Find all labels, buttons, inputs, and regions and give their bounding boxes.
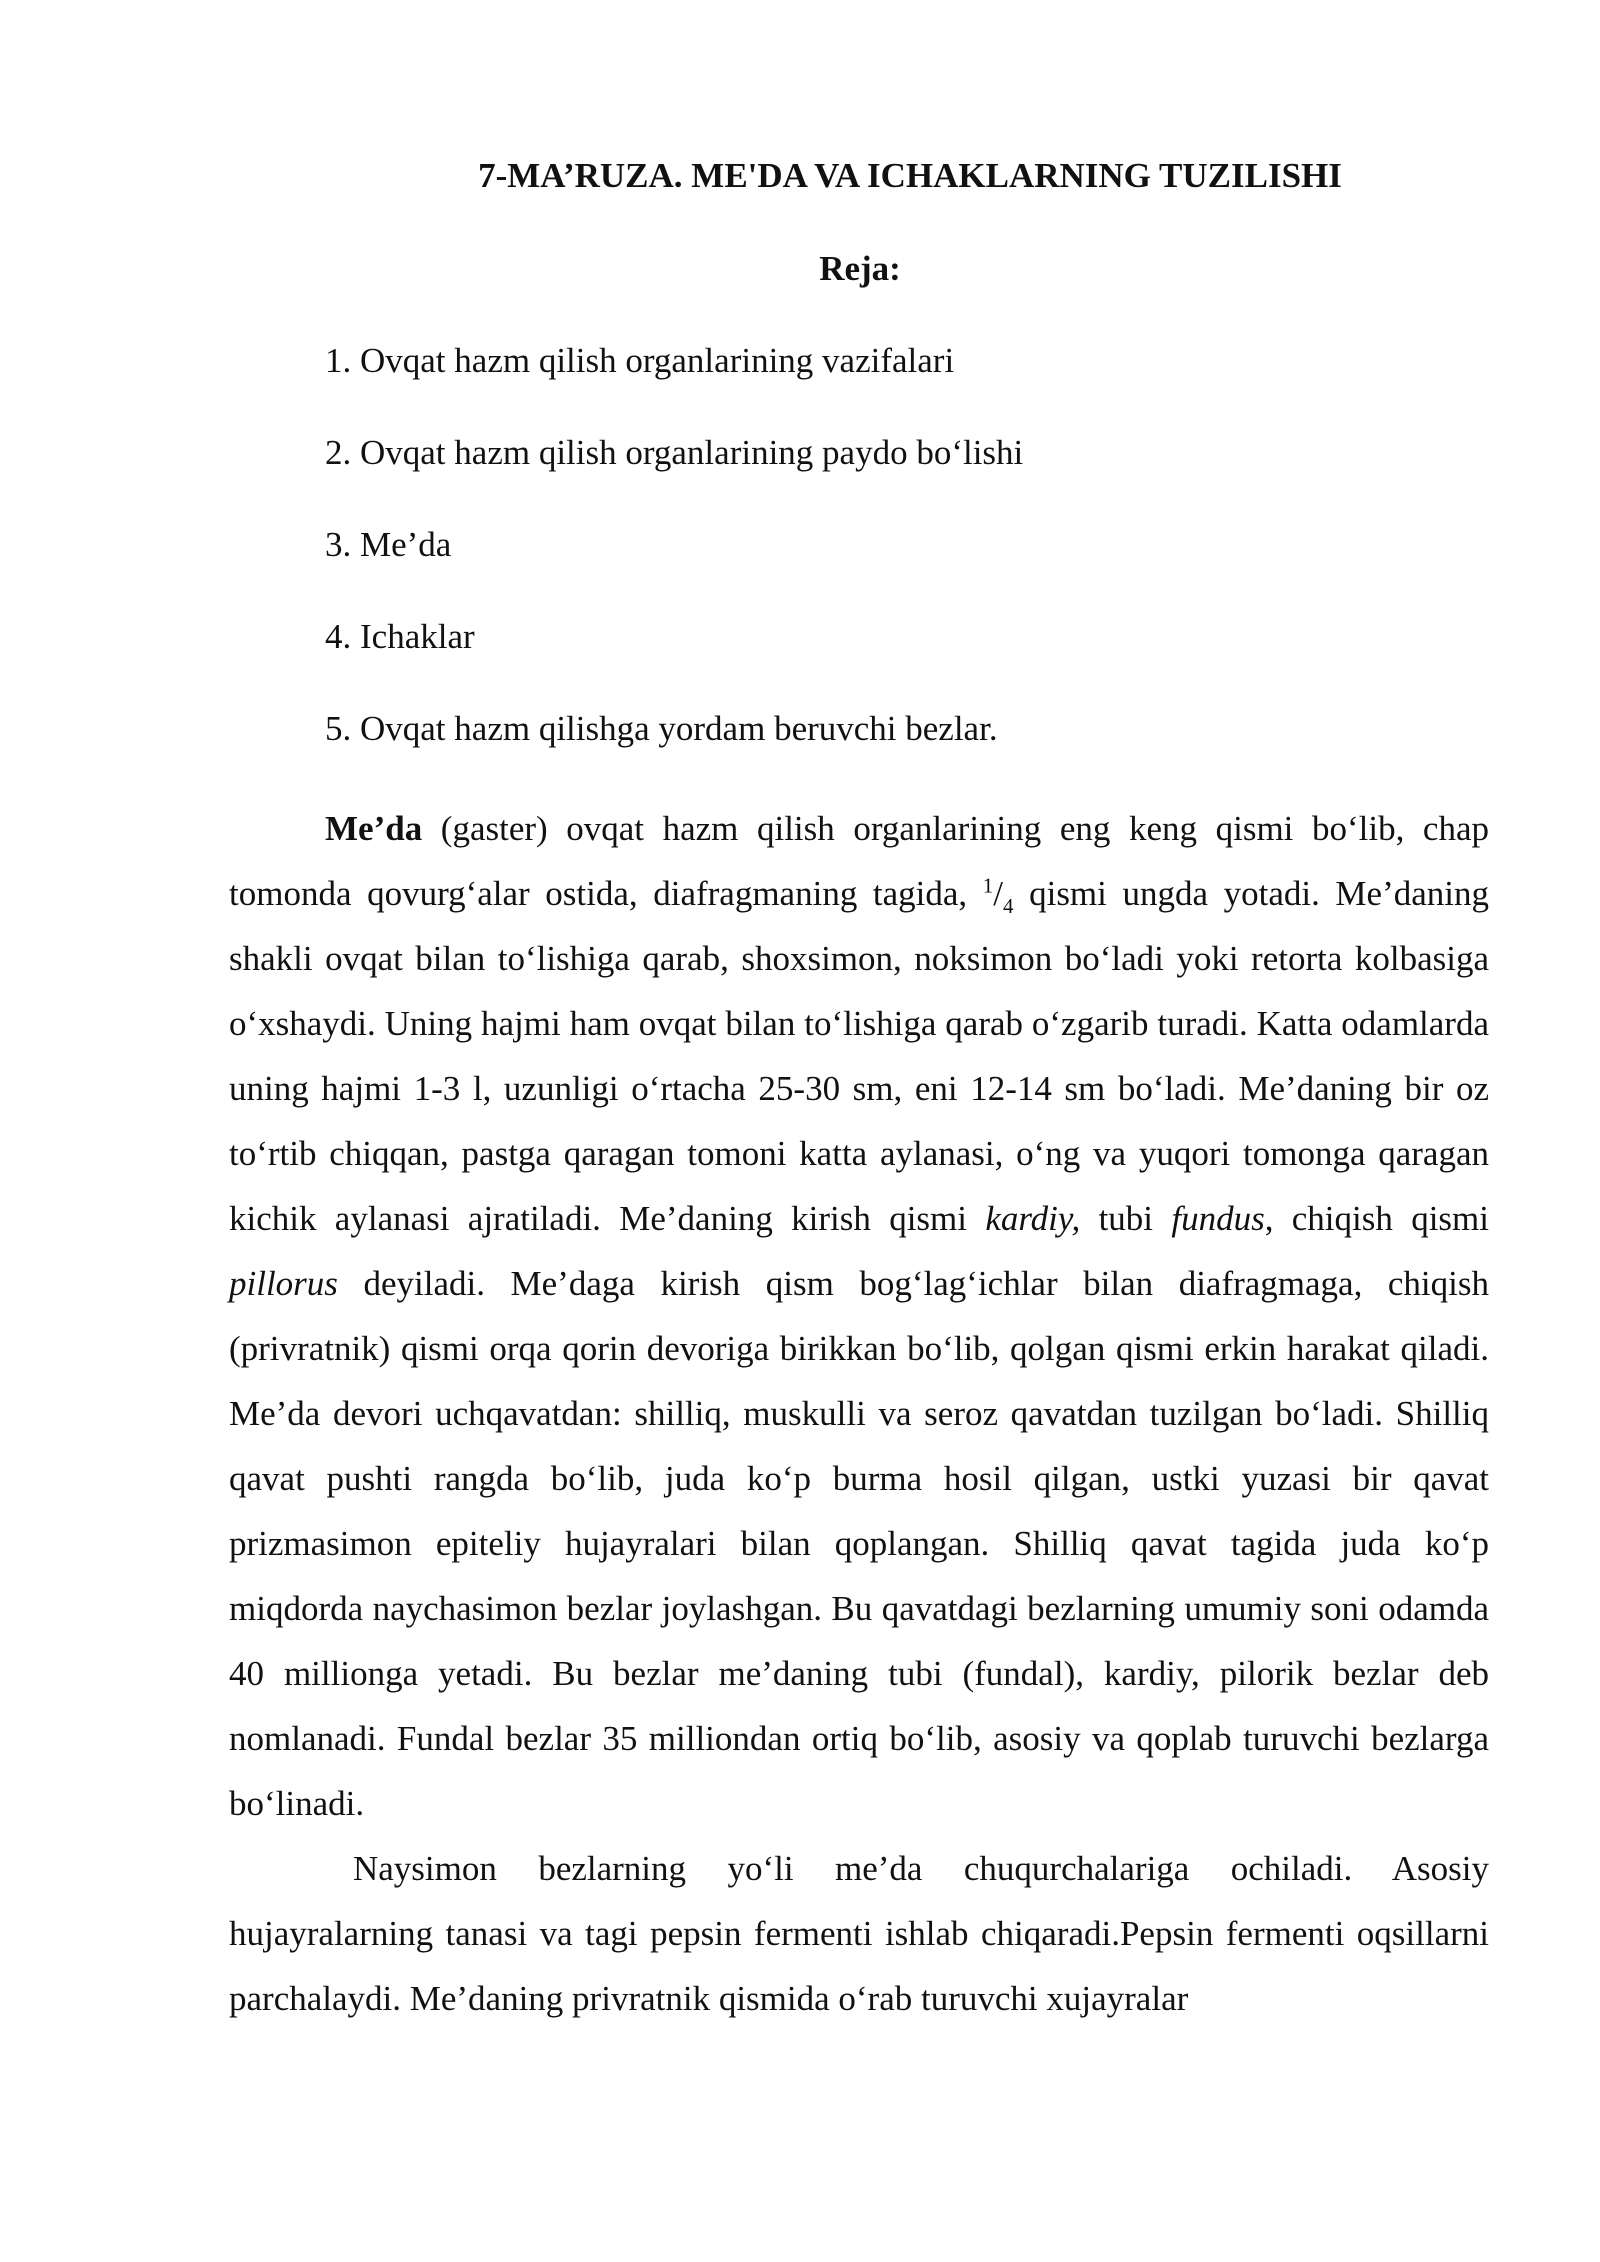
paragraph-naysimon: Naysimon bezlarning yo‘li me’da chuqurchalariga ochiladi. Asosiy hujayralarning tanasi va tagi pepsin fermenti ishlab chiqaradi.Pepsin fermenti oqsillarni parchalaydi. Me’daning privratnik qismida o‘rab turuvchi xujayralar <box>229 1849 1489 2018</box>
term-meda: Me’da <box>325 809 423 848</box>
plan-list <box>325 337 1023 797</box>
lecture-title: 7-MA’RUZA. ME'DA VA ICHAKLARNING TUZILISHI <box>478 156 1342 195</box>
plan-item: 4. Ichaklar <box>325 617 475 656</box>
term-fundus: fundus <box>1171 1199 1265 1238</box>
term-pillorus: pillorus <box>229 1264 338 1303</box>
fraction <box>982 873 1014 918</box>
plan-item: 5. Ovqat hazm qilishga yordam beruvchi bezlar. <box>325 709 998 748</box>
fraction-denominator: 4 <box>1003 894 1014 918</box>
fraction-separator: / <box>993 874 1003 913</box>
plan-item: 2. Ovqat hazm qilish organlarining paydo bo‘lishi <box>325 433 1024 472</box>
plan-heading: Reja: <box>819 249 901 288</box>
paragraph-meda <box>229 796 1489 1836</box>
plan-item: 3. Me’da <box>325 525 452 564</box>
text-segment: qismi ungda yotadi. Me’daning shakli ovqat bilan to‘lishiga qarab, shoxsimon, noksimon bo‘ladi yoki retorta kolbasiga o‘xshaydi. Uning hajmi ham ovqat bilan to‘lishiga qarab o‘zgarib turadi. Katta odamlarda uning hajmi 1-3 l, uzunligi o‘rtacha 25-30 sm, eni 12-14 sm bo‘ladi. Me’daning bir oz to‘rtib chiqqan, pastga qaragan tomoni katta aylanasi, o‘ng va yuqori tomonga qaragan kichik aylanasi ajratiladi. Me’daning kirish qismi <box>229 874 1489 1238</box>
fraction-numerator: 1 <box>982 873 994 898</box>
text-segment: tubi <box>1080 1199 1172 1238</box>
body-text <box>229 796 1489 2031</box>
text-segment: deyiladi. Me’daga kirish qism bog‘lag‘ichlar bilan diafragmaga, chiqish (privratnik) qismi orqa qorin devoriga birikkan bo‘lib, qolgan qismi erkin harakat qiladi. Me’da devori uchqavatdan: shilliq, muskulli va seroz qavatdan tuzilgan bo‘ladi. Shilliq qavat pushti rangda bo‘lib, juda ko‘p burma hosil qilgan, ustki yuzasi bir qavat prizmasimon epiteliy hujayralari bilan qoplangan. Shilliq qavat tagida juda ko‘p miqdorda naychasimon bezlar joylashgan. Bu qavatdagi bezlarning umumiy soni odamda 40 millionga yetadi. Bu bezlar me’daning tubi (fundal), kardiy, pilorik bezlar deb nomlanadi. Fundal bezlar 35 milliondan ortiq bo‘lib, asosiy va qoplab turuvchi bezlarga bo‘linadi. <box>229 1264 1489 1823</box>
text-segment: , chiqish qismi <box>1264 1199 1489 1238</box>
term-kardiy: kardiy, <box>985 1199 1081 1238</box>
plan-item: 1. Ovqat hazm qilish organlarining vazifalari <box>325 341 955 380</box>
text-segment: (gaster) ovqat hazm qilish organlarining eng keng qismi bo‘lib, chap tomonda qovurg‘alar ostida, diafragmaning tagida, <box>229 809 1489 913</box>
